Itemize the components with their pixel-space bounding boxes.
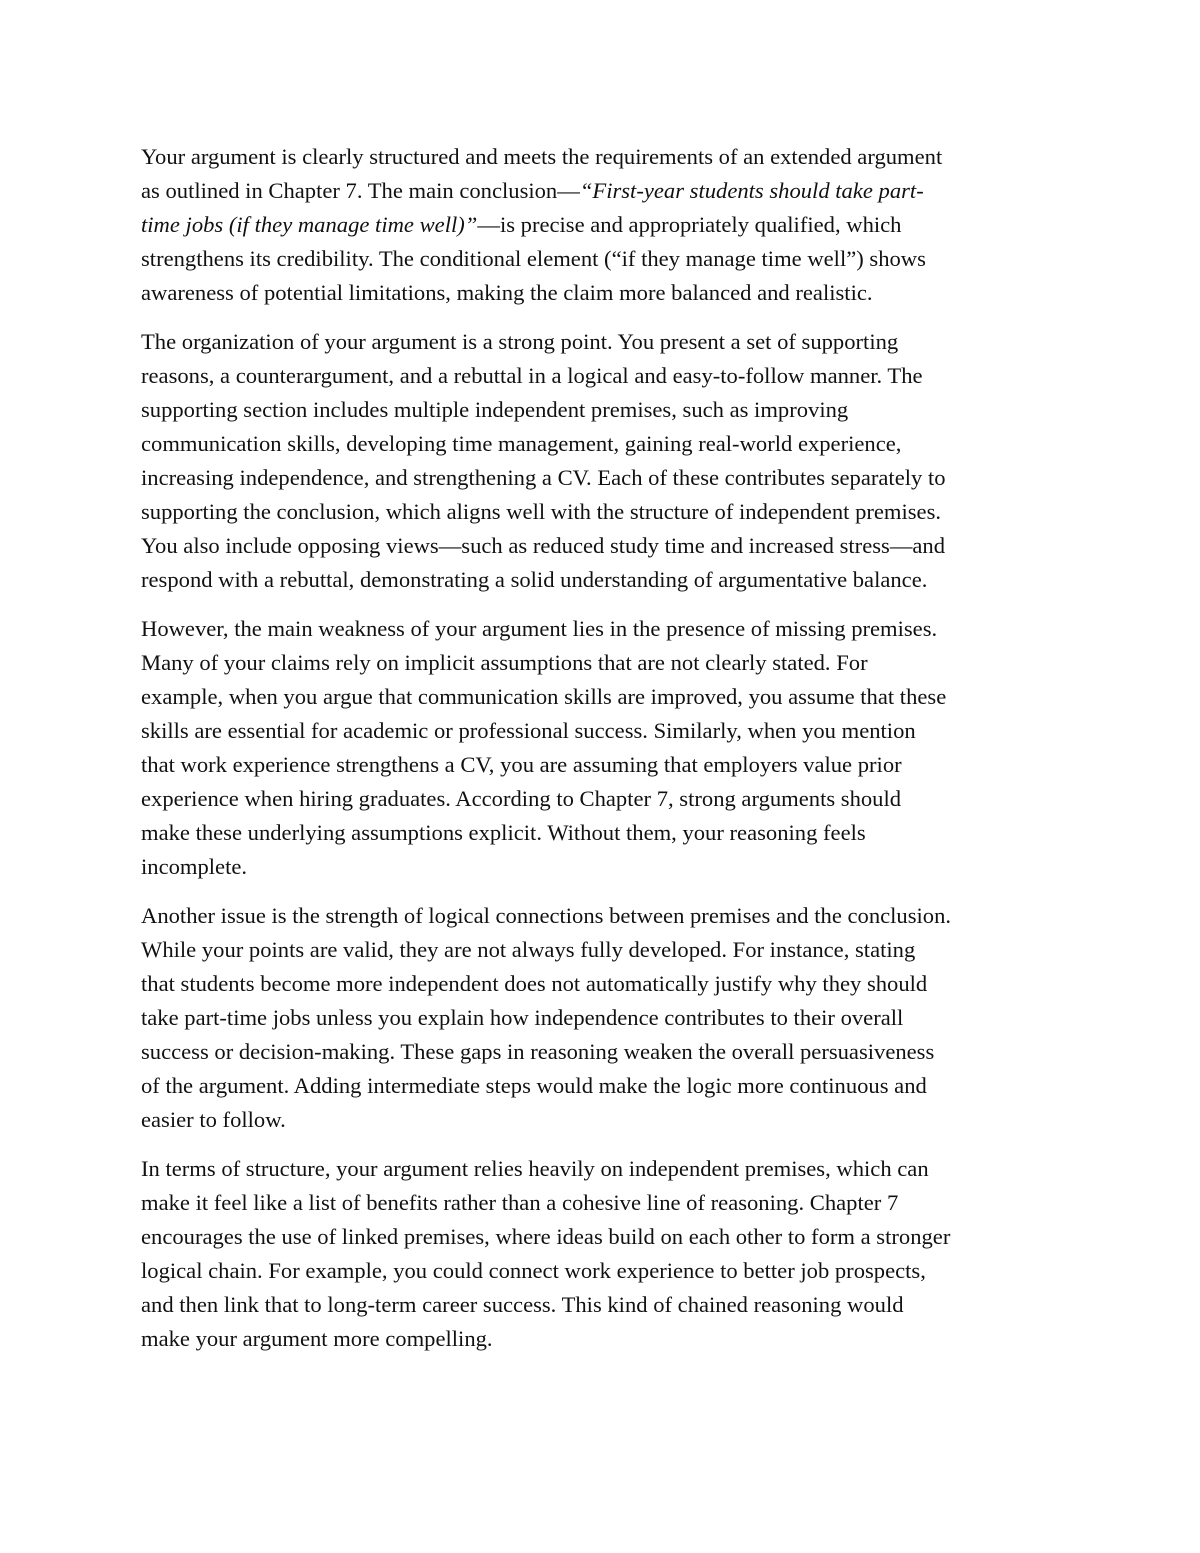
text-segment: skills are essential for academic or professional success. Similarly, when you mention	[141, 718, 916, 743]
text-segment: success or decision-making. These gaps in reasoning weaken the overall persuasiveness	[141, 1039, 935, 1064]
text-line	[141, 208, 1059, 242]
italic-quote: “First-year students should take part-	[579, 178, 924, 203]
text-segment: make these underlying assumptions explicit. Without them, your reasoning feels	[141, 820, 866, 845]
text-segment: experience when hiring graduates. According to Chapter 7, strong arguments should	[141, 786, 902, 811]
text-segment: and then link that to long-term career success. This kind of chained reasoning would	[141, 1292, 904, 1317]
text-line	[141, 427, 1059, 461]
text-segment: strengthens its credibility. The conditional element (“if they manage time well”) shows	[141, 246, 926, 271]
text-line	[141, 140, 1059, 174]
text-segment: supporting the conclusion, which aligns well with the structure of independent premises.	[141, 499, 942, 524]
text-line	[141, 612, 1059, 646]
text-line	[141, 816, 1059, 850]
paragraph-1	[141, 140, 1059, 310]
text-segment: take part-time jobs unless you explain how independence contributes to their overall	[141, 1005, 904, 1030]
text-line	[141, 1103, 1059, 1137]
text-line	[141, 1186, 1059, 1220]
text-line	[141, 359, 1059, 393]
text-line	[141, 714, 1059, 748]
text-segment: encourages the use of linked premises, where ideas build on each other to form a stronger	[141, 1224, 951, 1249]
text-line	[141, 899, 1059, 933]
text-line	[141, 1288, 1059, 1322]
text-segment: While your points are valid, they are not always fully developed. For instance, stating	[141, 937, 916, 962]
text-line	[141, 850, 1059, 884]
text-segment: respond with a rebuttal, demonstrating a solid understanding of argumentative balance.	[141, 567, 928, 592]
text-line	[141, 495, 1059, 529]
text-segment: reasons, a counterargument, and a rebuttal in a logical and easy-to-follow manner. The	[141, 363, 923, 388]
text-line	[141, 1001, 1059, 1035]
paragraph-5	[141, 1152, 1059, 1356]
text-line	[141, 461, 1059, 495]
text-line	[141, 782, 1059, 816]
text-line	[141, 174, 1059, 208]
text-line	[141, 1220, 1059, 1254]
text-line	[141, 933, 1059, 967]
text-segment: —is precise and appropriately qualified, which	[477, 212, 902, 237]
text-line	[141, 563, 1059, 597]
text-line	[141, 242, 1059, 276]
text-line	[141, 393, 1059, 427]
text-segment: The organization of your argument is a strong point. You present a set of supporting	[141, 329, 899, 354]
text-segment: supporting section includes multiple independent premises, such as improving	[141, 397, 849, 422]
paragraph-4	[141, 899, 1059, 1137]
italic-quote: time jobs (if they manage time well)”	[141, 212, 478, 237]
text-segment: easier to follow.	[141, 1107, 286, 1132]
text-line	[141, 967, 1059, 1001]
text-line	[141, 529, 1059, 563]
text-segment: example, when you argue that communication skills are improved, you assume that these	[141, 684, 947, 709]
text-segment: make your argument more compelling.	[141, 1326, 493, 1351]
text-segment: awareness of potential limitations, making the claim more balanced and realistic.	[141, 280, 873, 305]
text-segment: In terms of structure, your argument relies heavily on independent premises, which can	[141, 1156, 929, 1181]
text-line	[141, 276, 1059, 310]
text-segment: communication skills, developing time management, gaining real-world experience,	[141, 431, 902, 456]
text-line	[141, 1254, 1059, 1288]
text-line	[141, 1035, 1059, 1069]
text-segment: logical chain. For example, you could connect work experience to better job prospects,	[141, 1258, 926, 1283]
text-segment: make it feel like a list of benefits rather than a cohesive line of reasoning. Chapter 7	[141, 1190, 899, 1215]
text-line	[141, 1322, 1059, 1356]
text-segment: Your argument is clearly structured and meets the requirements of an extended argument	[141, 144, 943, 169]
text-line	[141, 680, 1059, 714]
text-segment: Many of your claims rely on implicit assumptions that are not clearly stated. For	[141, 650, 868, 675]
text-segment: that work experience strengthens a CV, you are assuming that employers value prior	[141, 752, 902, 777]
text-line	[141, 1069, 1059, 1103]
text-segment: that students become more independent does not automatically justify why they should	[141, 971, 928, 996]
text-segment: incomplete.	[141, 854, 248, 879]
paragraph-3	[141, 612, 1059, 884]
text-segment: as outlined in Chapter 7. The main conclusion—	[141, 178, 580, 203]
text-line	[141, 748, 1059, 782]
text-segment: of the argument. Adding intermediate steps would make the logic more continuous and	[141, 1073, 927, 1098]
text-segment: You also include opposing views—such as reduced study time and increased stress—and	[141, 533, 946, 558]
text-line	[141, 1152, 1059, 1186]
text-line	[141, 325, 1059, 359]
paragraph-2	[141, 325, 1059, 597]
text-segment: increasing independence, and strengthening a CV. Each of these contributes separately to	[141, 465, 946, 490]
document-body	[141, 140, 1059, 1371]
text-segment: Another issue is the strength of logical connections between premises and the conclusion.	[141, 903, 952, 928]
text-segment: However, the main weakness of your argument lies in the presence of missing premises.	[141, 616, 938, 641]
text-line	[141, 646, 1059, 680]
